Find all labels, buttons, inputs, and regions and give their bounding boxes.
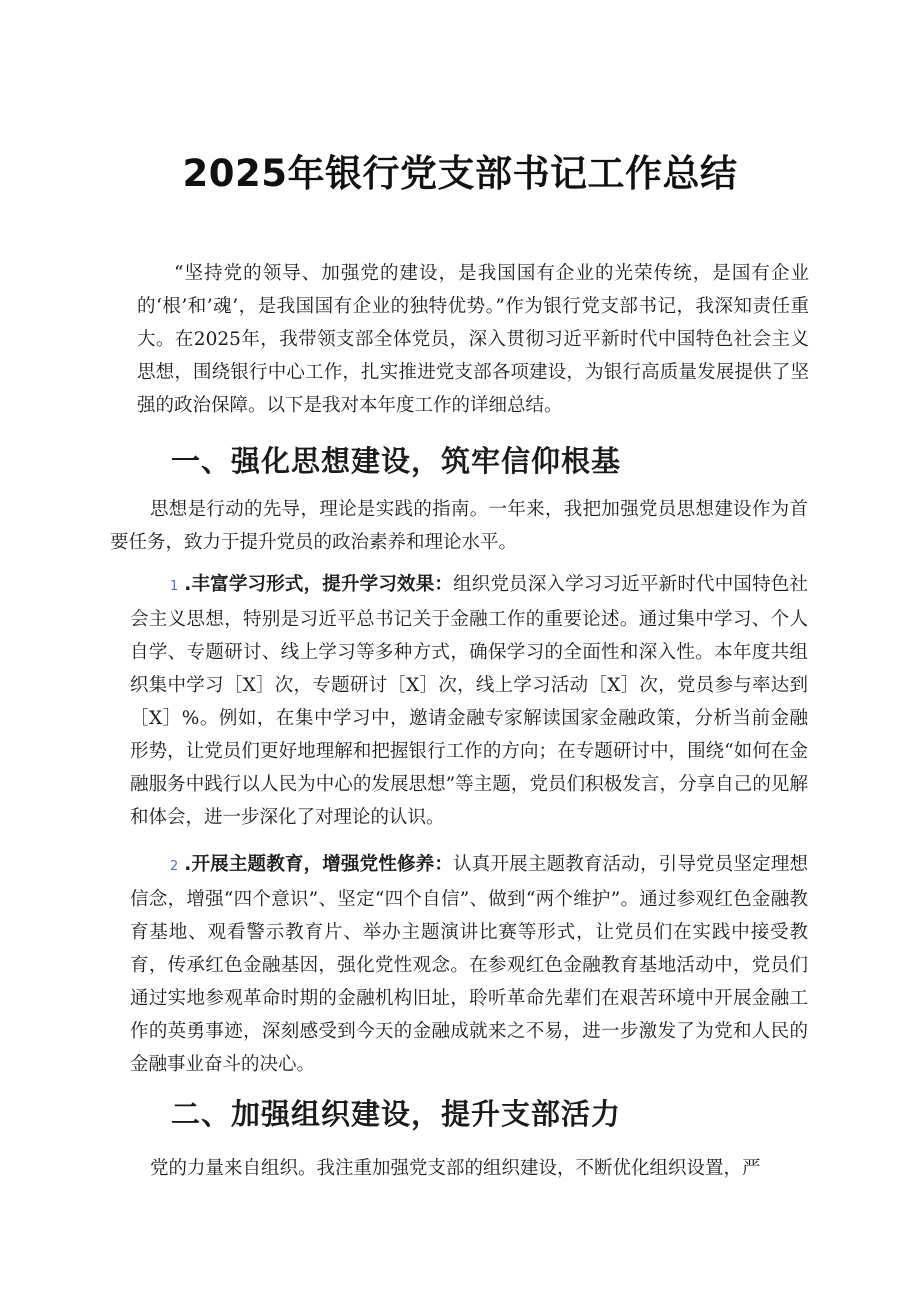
item-text: 组织党员深入学习习近平新时代中国特色社会主义思想，特别是习近平总书记关于金融工作的重要论述。通过集中学习、个人自学、专题研讨、线上学习等多种方式，确保学习的全面性和深入性。本年度共组织集中学习［X］次，专题研讨［X］次，线上学习活动［X］次，党员参与率达到［X］%。例如，在集中学习中，邀请金融专家解读国家金融政策，分析当前金融形势，让党员们更好地理解和把握银行工作的方向；在专题研讨中，围绕“如何在金融服务中践行以人民为中心的发展思想”等主题，党员们积极发言，分享自己的见解和体会，进一步深化了对理论的认识。 <box>130 574 808 828</box>
item-text: 认真开展主题教育活动，引导党员坚定理想信念，增强“四个意识”、坚定“四个自信”、做到“两个维护”。通过参观红色金融教育基地、观看警示教育片、举办主题演讲比赛等形式，让党员们在实践中接受教育，传承红色金融基因，强化党性观念。在参观红色金融教育基地活动中，党员们通过实地参观革命时期的金融机构旧址，聆听革命先辈们在艰苦环境中开展金融工作的英勇事迹，深刻感受到今天的金融成就来之不易，进一步激发了为党和人民的金融事业奋斗的决心。 <box>130 854 808 1075</box>
item-number: 1 <box>170 579 179 594</box>
document-title: 2025年银行党支部书记工作总结 <box>182 151 738 195</box>
section-2-intro: 党的力量来自组织。我注重加强党支部的组织建设，不断优化组织设置，严 <box>150 1158 761 1179</box>
section-1-heading: 一、强化思想建设，筑牢信仰根基 <box>171 444 622 478</box>
section-2-heading: 二、加强组织建设，提升支部活力 <box>171 1097 622 1131</box>
intro-paragraph: “坚持党的领导、加强党的建设，是我国国有企业的光荣传统，是国有企业的‘根’和’魂’，是我国国有企业的独特优势。”作为银行党支部书记，我深知责任重大。在2025年，我带领支部全体党员，深入贯彻习近平新时代中国特色社会主义思想，围绕银行中心工作，扎实推进党支部各项建设，为银行高质量发展提供了坚强的政治保障。以下是我对本年度工作的详细总结。 <box>137 263 809 416</box>
section-1-item-2 <box>130 848 808 1081</box>
section-1-intro: 思想是行动的先导，理论是实践的指南。一年来，我把加强党员思想建设作为首要任务，致力于提升党员的政治素养和理论水平。 <box>110 499 808 553</box>
item-lead: .开展主题教育，增强党性修养： <box>184 854 454 875</box>
item-number: 2 <box>170 859 179 874</box>
item-lead: .丰富学习形式，提升学习效果： <box>184 574 454 595</box>
section-1-item-1 <box>130 568 808 834</box>
